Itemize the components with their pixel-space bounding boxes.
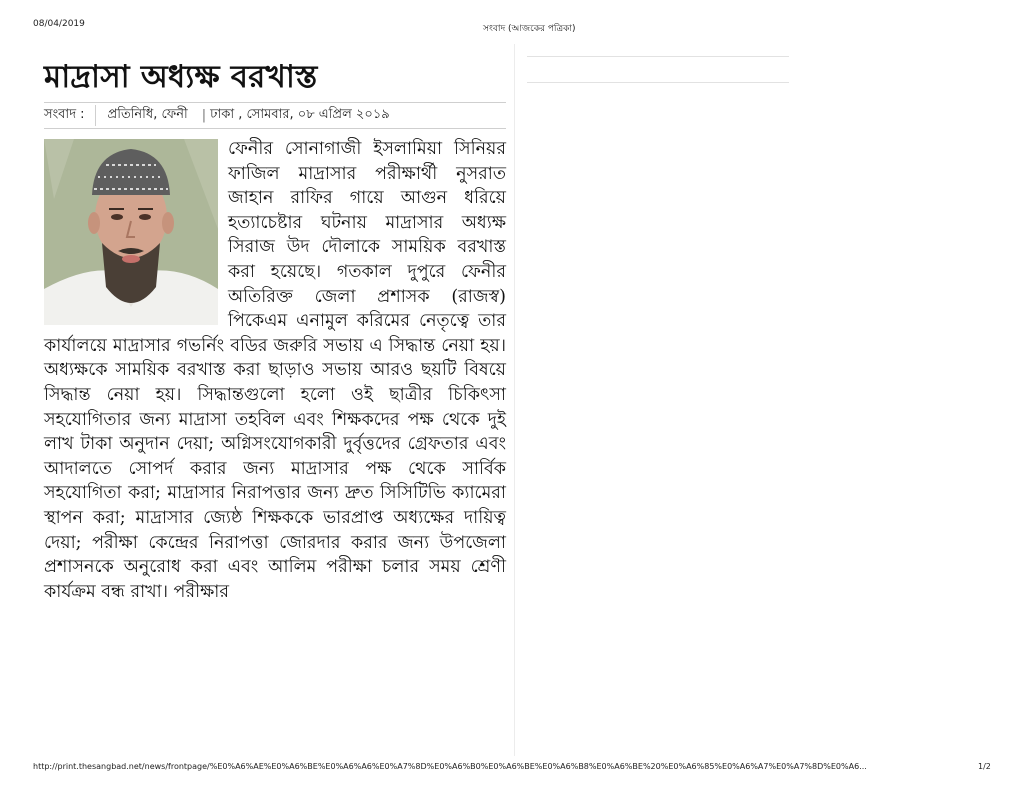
sidebar-rule-top [527, 56, 789, 57]
page-number: 1/2 [978, 762, 991, 771]
column-divider [514, 44, 515, 756]
page-url: http://print.thesangbad.net/news/frontpage/%E0%A6%AE%E0%A6%BE%E0%A6%A6%E0%A7%8D%E0%A6%B0%E0%A6%BE%E0%A6%B8%E0%A6%BE%20%E0%A6%85%E0%A6%A7%E0%A7%8D%E0%A6... [33, 762, 867, 771]
news-article [44, 56, 506, 715]
article-headline: মাদ্রাসা অধ্যক্ষ বরখাস্ত [44, 59, 318, 95]
sidebar-rule-bottom [527, 82, 789, 83]
dateline: ঢাকা , সোমবার, ০৮ এপ্রিল ২০১৯ [210, 107, 390, 122]
byline [44, 102, 506, 129]
byline-separator: | [201, 108, 207, 123]
source-label: সংবাদ : [44, 105, 96, 126]
publication-title: সংবাদ (আজকের পত্রিকা) [483, 24, 576, 34]
reporter: প্রতিনিধি, ফেনী [107, 107, 188, 122]
print-date: 08/04/2019 [33, 19, 85, 29]
person-photo [44, 139, 218, 325]
article-body: ফেনীর সোনাগাজী ইসলামিয়া সিনিয়র ফাজিল মাদ্রাসার পরীক্ষার্থী নুসরাত জাহান রাফির গায়ে আগুন ধরিয়ে হত্যাচেষ্টার ঘটনায় মাদ্রাসার অধ্যক্ষ সিরাজ উদ দৌলাকে সাময়িক বরখাস্ত করা হয়েছে। গতকাল দুপুরে ফেনীর অতিরিক্ত জেলা প্রশাসক (রাজস্ব) পিকেএম এনামুল করিমের নেতৃত্বে তার কার্যালয়ে মাদ্রাসার গভর্নিং বডির জরুরি সভায় এ সিদ্ধান্ত নেয়া হয়। অধ্যক্ষকে সাময়িক বরখাস্ত করা ছাড়াও সভায় আরও ছয়টি বিষয়ে সিদ্ধান্ত নেয়া হয়। সিদ্ধান্তগুলো হলো ওই ছাত্রীর চিকিৎসা সহযোগিতার জন্য মাদ্রাসা তহবিল এবং শিক্ষকদের পক্ষ থেকে দুই লাখ টাকা অনুদান দেয়া; অগ্নিসংযোগকারী দুর্বৃত্তদের গ্রেফতার এবং আদালতে সোপর্দ করার জন্য মাদ্রাসার পক্ষ থেকে সার্বিক সহযোগিতা করা; মাদ্রাসার নিরাপত্তার জন্য দ্রুত সিসিটিভি ক্যামেরা স্থাপন করা; মাদ্রাসার জ্যেষ্ঠ শিক্ষককে ভারপ্রাপ্ত অধ্যক্ষের দায়িত্ব দেয়া; পরীক্ষা কেন্দ্রের নিরাপত্তা জোরদার করার জন্য উপজেলা প্রশাসনকে অনুরোধ করা এবং আলিম পরীক্ষা চলার সময় শ্রেণী কার্যক্রম বন্ধ রাখা। পরীক্ষার [44, 139, 506, 602]
